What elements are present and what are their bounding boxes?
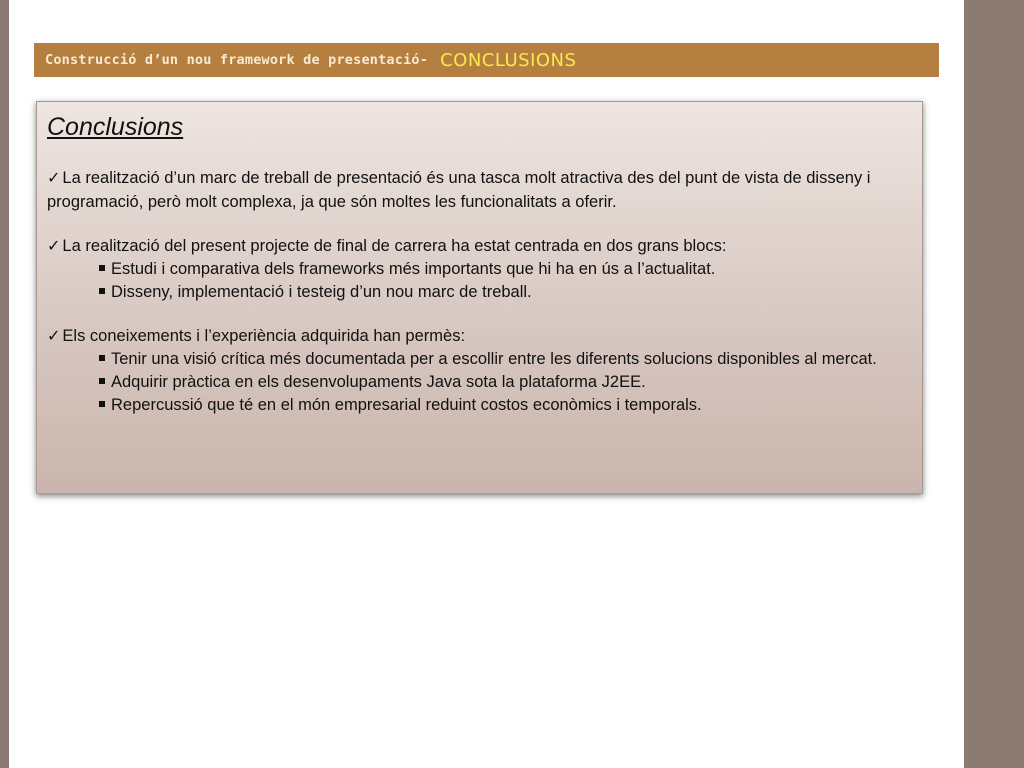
square-bullet-icon xyxy=(99,401,105,407)
checkmark-icon: ✓ xyxy=(47,236,61,255)
bullet-1 xyxy=(47,166,922,214)
bullet-2-text: La realització del present projecte de final de carrera ha estat centrada en dos grans blocs: xyxy=(62,237,727,255)
bullet-1-text: La realització d’un marc de treball de presentació és una tasca molt atractiva des del punt de vista de disseny i programació, però molt complexa, ja que són moltes les funcionalitats a oferir. xyxy=(47,169,871,211)
square-bullet-icon xyxy=(99,378,105,384)
slide-title-accent: CONCLUSIONS xyxy=(440,49,577,71)
content-box xyxy=(36,101,923,494)
sub-bullet xyxy=(47,258,922,281)
sub-bullet-text: Tenir una visió crítica més documentada per a escollir entre les diferents solucions disponibles al mercat. xyxy=(111,350,877,368)
bullet-3-text: Els coneixements i l’experiència adquirida han permès: xyxy=(62,327,466,345)
sub-bullet xyxy=(47,281,922,304)
square-bullet-icon xyxy=(99,288,105,294)
slide-title: Construcció d’un nou framework de presentació- xyxy=(45,52,429,68)
sub-bullet xyxy=(47,394,922,417)
right-side-bar xyxy=(964,0,1024,768)
title-banner xyxy=(34,43,939,77)
sub-bullet-text: Adquirir pràctica en els desenvolupaments Java sota la plataforma J2EE. xyxy=(111,373,646,391)
sub-bullet xyxy=(47,348,922,371)
sub-bullet-text: Disseny, implementació i testeig d’un nou marc de treball. xyxy=(111,283,532,301)
content-heading: Conclusions xyxy=(47,113,184,141)
checkmark-icon: ✓ xyxy=(47,326,61,345)
square-bullet-icon xyxy=(99,265,105,271)
sub-bullet-text: Repercussió que té en el món empresarial reduint costos econòmics i temporals. xyxy=(111,396,702,414)
left-side-bar xyxy=(0,0,9,768)
sub-bullet xyxy=(47,371,922,394)
sub-bullet-text: Estudi i comparativa dels frameworks més importants que hi ha en ús a l’actualitat. xyxy=(111,260,716,278)
square-bullet-icon xyxy=(99,355,105,361)
checkmark-icon: ✓ xyxy=(47,168,61,187)
bullet-2 xyxy=(47,234,922,258)
bullet-3 xyxy=(47,324,922,348)
